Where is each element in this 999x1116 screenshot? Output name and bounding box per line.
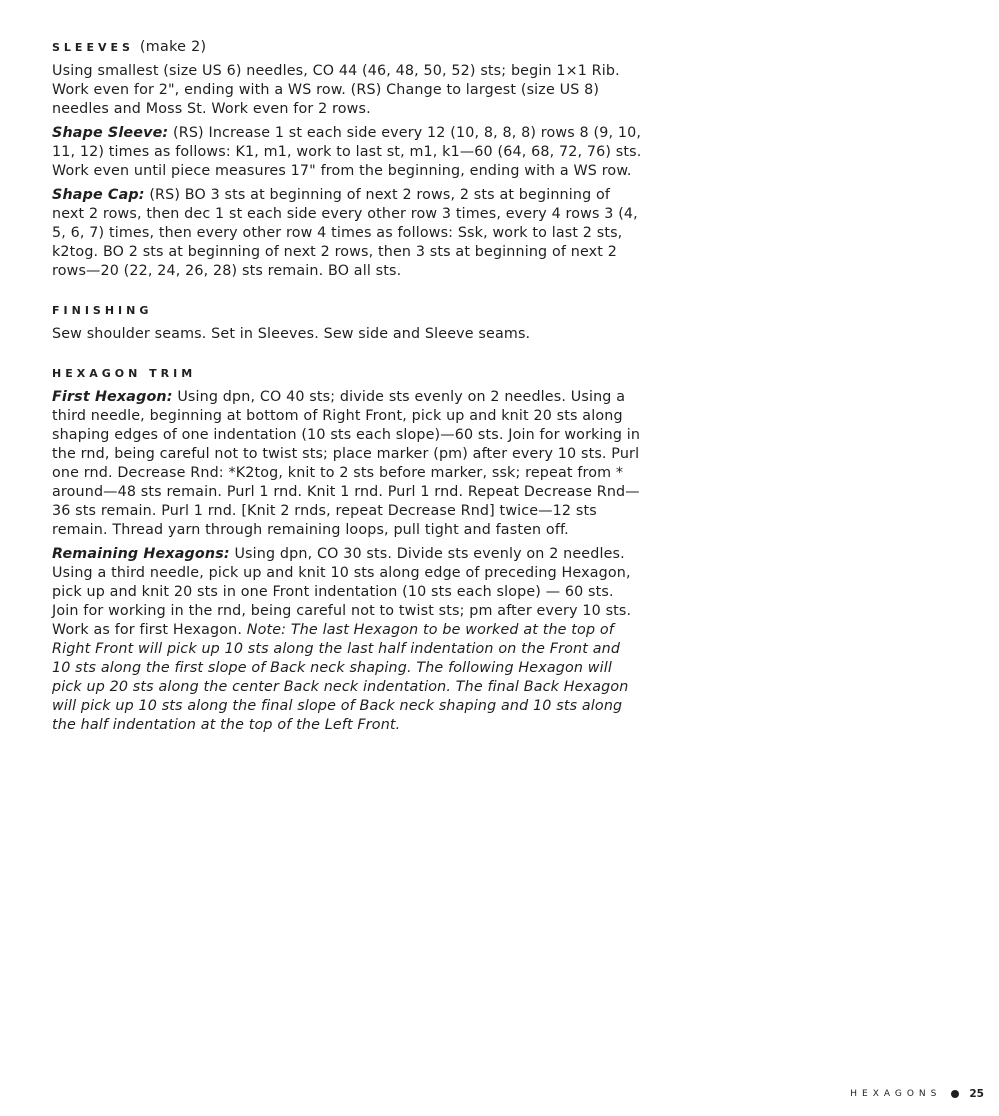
sleeves-heading-note: (make 2)	[139, 39, 207, 55]
page-number: 25	[969, 1088, 984, 1100]
section-heading-hexagon-trim: HEXAGON TRIM	[52, 367, 197, 380]
first-hexagon-text: Using dpn, CO 40 sts; divide sts evenly on 2 needles. Using a third needle, beginning at bottom of Right Front, pick up and knit 20 sts along shaping edges of one indentation (10 sts each slope)—60 sts. Join for working in the rnd, being careful not to twist sts; place marker (pm) after every 10 sts. Purl one rnd. Decrease Rnd: *K2tog, knit to 2 sts before marker, ssk; repeat from * around—48 sts remain. Purl 1 rnd. Knit 1 rnd. Purl 1 rnd. Repeat Decrease Rnd—36 sts remain. Purl 1 rnd. [Knit 2 rnds, repeat Decrease Rnd] twice—12 sts remain. Thread yarn through remaining loops, pull tight and fasten off.	[52, 389, 641, 538]
sleeves-paragraph: Using smallest (size US 6) needles, CO 44 (46, 48, 50, 52) sts; begin 1×1 Rib. Work even for 2", ending with a WS row. (RS) Change to largest (size US 8) needles and Moss St. Work even for 2 rows.	[52, 63, 620, 117]
page-content	[52, 38, 642, 735]
first-hexagon-label: First Hexagon:	[52, 389, 173, 405]
hexagon-trim-section	[52, 364, 642, 735]
remaining-hexagons-label: Remaining Hexagons:	[52, 546, 230, 562]
sleeves-heading-text: SLEEVES	[52, 41, 134, 54]
finishing-paragraph: Sew shoulder seams. Set in Sleeves. Sew side and Sleeve seams.	[52, 326, 531, 342]
footer-title: HEXAGONS	[850, 1089, 942, 1099]
page-footer	[850, 1088, 984, 1100]
shape-cap-label: Shape Cap:	[52, 187, 145, 203]
section-heading-sleeves	[52, 38, 642, 57]
bullet-dot-icon	[951, 1090, 959, 1098]
remaining-hexagons-paragraph	[52, 545, 642, 735]
shape-sleeve-paragraph	[52, 124, 642, 181]
finishing-section	[52, 301, 642, 344]
remaining-hexagons-text: Using dpn, CO 30 sts. Divide sts evenly on 2 needles. Using a third needle, pick up and knit 10 sts along edge of preceding Hexagon, pick up and knit 20 sts in one Front indentation (10 sts each slope) — 60 sts. Join for working in the rnd, being careful not to twist sts; pm after every 10 sts. Work as for first Hexagon.	[52, 546, 632, 638]
section-heading-finishing: FINISHING	[52, 304, 153, 317]
sleeves-section	[52, 38, 642, 281]
shape-cap-paragraph	[52, 186, 642, 281]
first-hexagon-paragraph	[52, 388, 642, 540]
remaining-hexagons-note: Note: The last Hexagon to be worked at the top of Right Front will pick up 10 sts along the last half indentation on the Front and 10 sts along the first slope of Back neck shaping. The following Hexagon will pick up 20 sts along the center Back neck indentation. The final Back Hexagon will pick up 10 sts along the final slope of Back neck shaping and 10 sts along the half indentation at the top of the Left Front.	[52, 622, 629, 733]
shape-cap-text: (RS) BO 3 sts at beginning of next 2 rows, 2 sts at beginning of next 2 rows, then dec 1 st each side every other row 3 times, every 4 rows 3 (4, 5, 6, 7) times, then every other row 4 times as follows: Ssk, work to last 2 sts, k2tog. BO 2 sts at beginning of next 2 rows, then 3 sts at beginning of next 2 rows—20 (22, 24, 26, 28) sts remain. BO all sts.	[52, 187, 638, 279]
shape-sleeve-text: (RS) Increase 1 st each side every 12 (10, 8, 8, 8) rows 8 (9, 10, 11, 12) times as follows: K1, m1, work to last st, m1, k1—60 (64, 68, 72, 76) sts. Work even until piece measures 17" from the beginning, ending with a WS row.	[52, 125, 642, 179]
shape-sleeve-label: Shape Sleeve:	[52, 125, 169, 141]
